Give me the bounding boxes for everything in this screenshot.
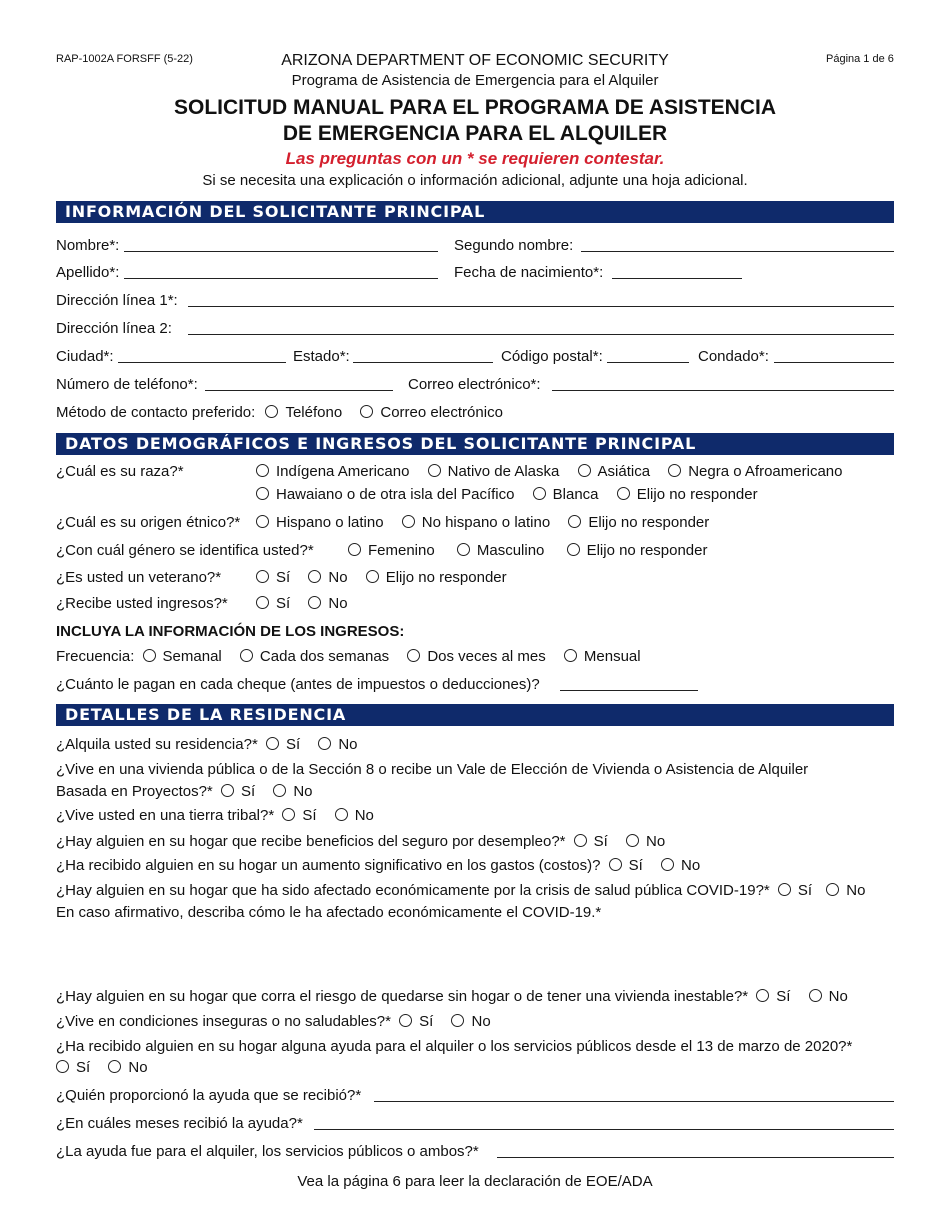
county-label: Condado*:: [698, 348, 769, 365]
section-demographics: DATOS DEMOGRÁFICOS E INGRESOS DEL SOLICITANTE PRINCIPAL: [56, 433, 894, 455]
veteran-options: [256, 569, 521, 586]
dob-label: Fecha de nacimiento*:: [454, 264, 604, 281]
public-housing-row: [56, 783, 327, 800]
gender-question: ¿Con cuál género se identifica usted?*: [56, 542, 314, 559]
last-name-field[interactable]: [124, 278, 438, 279]
paycheck-question: ¿Cuánto le pagan en cada cheque (antes de impuestos o deducciones)?: [56, 676, 540, 693]
veteran-option-yes[interactable]: Sí: [256, 569, 290, 586]
homeless-question: ¿Hay alguien en su hogar que corra el riesgo de quedarse sin hogar o de tener una vivienda inestable?*: [56, 988, 749, 1005]
frequency-option-biweekly[interactable]: Cada dos semanas: [240, 648, 389, 665]
race-options-row2: [256, 486, 772, 503]
unsafe-question: ¿Vive en condiciones inseguras o no saludables?*: [56, 1013, 391, 1030]
assistance-option-yes[interactable]: Sí: [56, 1059, 90, 1076]
assistance-question: ¿Ha recibido alguien en su hogar alguna ayuda para el alquiler o los servicios públicos desde el 13 de marzo de 2020?*: [56, 1038, 853, 1055]
race-option-alaska-native[interactable]: Nativo de Alaska: [428, 463, 560, 480]
homeless-option-yes[interactable]: Sí: [756, 988, 790, 1005]
assistance-options: [56, 1059, 162, 1076]
covid-option-no[interactable]: No: [826, 882, 865, 899]
paycheck-field[interactable]: [560, 690, 698, 691]
page-number: Página 1 de 6: [826, 53, 894, 65]
contact-option-email[interactable]: Correo electrónico: [360, 404, 503, 421]
tribal-option-no[interactable]: No: [335, 807, 374, 824]
race-option-native-american[interactable]: Indígena Americano: [256, 463, 409, 480]
middle-name-label: Segundo nombre:: [454, 237, 574, 254]
city-label: Ciudad*:: [56, 348, 114, 365]
costs-option-no[interactable]: No: [661, 857, 700, 874]
gender-option-male[interactable]: Masculino: [457, 542, 545, 559]
gender-option-decline[interactable]: Elijo no responder: [567, 542, 708, 559]
unemployment-row: [56, 833, 679, 850]
race-option-asian[interactable]: Asiática: [578, 463, 651, 480]
homeless-option-no[interactable]: No: [809, 988, 848, 1005]
form-code: RAP-1002A FORSFF (5-22): [56, 53, 193, 65]
race-options-row1: [256, 463, 856, 480]
unemployment-option-yes[interactable]: Sí: [574, 833, 608, 850]
frequency-row: [56, 648, 655, 665]
assistance-option-no[interactable]: No: [108, 1059, 147, 1076]
rent-row: [56, 736, 372, 753]
zip-label: Código postal*:: [501, 348, 603, 365]
frequency-label: Frecuencia:: [56, 648, 135, 665]
gender-option-female[interactable]: Femenino: [348, 542, 435, 559]
race-option-white[interactable]: Blanca: [533, 486, 599, 503]
state-field[interactable]: [353, 362, 493, 363]
rent-question: ¿Alquila usted su residencia?*: [56, 736, 258, 753]
unsafe-row: [56, 1013, 505, 1030]
covid-describe-prompt: En caso afirmativo, describa cómo le ha afectado económicamente el COVID-19.*: [56, 904, 602, 921]
phone-label: Número de teléfono*:: [56, 376, 198, 393]
unemployment-option-no[interactable]: No: [626, 833, 665, 850]
income-question: ¿Recibe usted ingresos?*: [56, 595, 228, 612]
months-label: ¿En cuáles meses recibió la ayuda?*: [56, 1115, 303, 1132]
frequency-option-monthly[interactable]: Mensual: [564, 648, 641, 665]
section-residence: DETALLES DE LA RESIDENCIA: [56, 704, 894, 726]
ethnicity-option-decline[interactable]: Elijo no responder: [568, 514, 709, 531]
race-option-decline[interactable]: Elijo no responder: [617, 486, 758, 503]
months-field[interactable]: [314, 1129, 894, 1130]
first-name-field[interactable]: [124, 251, 438, 252]
race-option-pacific-islander[interactable]: Hawaiano o de otra isla del Pacífico: [256, 486, 514, 503]
footer-note: Vea la página 6 para leer la declaración de EOE/ADA: [297, 1173, 653, 1190]
costs-option-yes[interactable]: Sí: [609, 857, 643, 874]
who-provided-field[interactable]: [374, 1101, 894, 1102]
gender-options: [348, 542, 722, 559]
address2-label: Dirección línea 2:: [56, 320, 172, 337]
county-field[interactable]: [774, 362, 894, 363]
additional-note: Si se necesita una explicación o información adicional, adjunte una hoja adicional.: [202, 172, 748, 189]
race-question: ¿Cuál es su raza?*: [56, 463, 184, 480]
covid-row: [56, 882, 865, 899]
dob-field[interactable]: [612, 278, 742, 279]
public-housing-question-line1: ¿Vive en una vivienda pública o de la Sección 8 o recibe un Vale de Elección de Vivienda o Asistencia de Alquiler: [56, 761, 809, 778]
veteran-option-decline[interactable]: Elijo no responder: [366, 569, 507, 586]
contact-method-row: [56, 404, 517, 421]
rent-option-yes[interactable]: Sí: [266, 736, 300, 753]
middle-name-field[interactable]: [581, 251, 894, 252]
covid-description-area[interactable]: [56, 926, 894, 984]
phone-field[interactable]: [205, 390, 393, 391]
tribal-option-yes[interactable]: Sí: [282, 807, 316, 824]
state-label: Estado*:: [293, 348, 350, 365]
section-applicant-info: INFORMACIÓN DEL SOLICITANTE PRINCIPAL: [56, 201, 894, 223]
unsafe-option-yes[interactable]: Sí: [399, 1013, 433, 1030]
email-label: Correo electrónico*:: [408, 376, 541, 393]
covid-question: ¿Hay alguien en su hogar que ha sido afectado económicamente por la crisis de salud pública COVID-19?*: [56, 882, 770, 899]
race-option-black[interactable]: Negra o Afroamericano: [668, 463, 842, 480]
veteran-question: ¿Es usted un veterano?*: [56, 569, 222, 586]
ethnicity-question: ¿Cuál es su origen étnico?*: [56, 514, 241, 531]
last-name-label: Apellido*:: [56, 264, 120, 281]
unemployment-question: ¿Hay alguien en su hogar que recibe beneficios del seguro por desempleo?*: [56, 833, 566, 850]
covid-option-yes[interactable]: Sí: [778, 882, 812, 899]
tribal-question: ¿Vive usted en una tierra tribal?*: [56, 807, 275, 824]
tribal-row: [56, 807, 388, 824]
costs-row: [56, 857, 714, 874]
ethnicity-options: [256, 514, 723, 531]
email-field[interactable]: [552, 390, 894, 391]
city-field[interactable]: [118, 362, 286, 363]
zip-field[interactable]: [607, 362, 689, 363]
income-option-yes[interactable]: Sí: [256, 595, 290, 612]
contact-method-label: Método de contacto preferido:: [56, 404, 256, 421]
required-note: Las preguntas con un * se requieren contestar.: [285, 149, 665, 168]
unsafe-option-no[interactable]: No: [451, 1013, 490, 1030]
income-info-heading: INCLUYA LA INFORMACIÓN DE LOS INGRESOS:: [56, 623, 405, 640]
public-housing-question-line2: Basada en Proyectos?*: [56, 783, 213, 800]
ethnicity-option-hispanic[interactable]: Hispano o latino: [256, 514, 384, 531]
who-provided-label: ¿Quién proporcionó la ayuda que se recibió?*: [56, 1087, 362, 1104]
address1-field[interactable]: [188, 306, 894, 307]
ethnicity-option-non-hispanic[interactable]: No hispano o latino: [402, 514, 550, 531]
frequency-option-semimonthly[interactable]: Dos veces al mes: [407, 648, 545, 665]
assistance-type-label: ¿La ayuda fue para el alquiler, los servicios públicos o ambos?*: [56, 1143, 479, 1160]
contact-option-phone[interactable]: Teléfono: [265, 404, 342, 421]
assistance-type-field[interactable]: [497, 1157, 894, 1158]
frequency-option-weekly[interactable]: Semanal: [143, 648, 222, 665]
address2-field[interactable]: [188, 334, 894, 335]
income-option-no[interactable]: No: [308, 595, 347, 612]
costs-question: ¿Ha recibido alguien en su hogar un aumento significativo en los gastos (costos)?: [56, 857, 601, 874]
homeless-row: [56, 988, 848, 1005]
program-name: Programa de Asistencia de Emergencia para el Alquiler: [291, 72, 659, 89]
income-options: [256, 595, 362, 612]
address1-label: Dirección línea 1*:: [56, 292, 178, 309]
agency-name: ARIZONA DEPARTMENT OF ECONOMIC SECURITY: [281, 52, 669, 69]
public-housing-option-yes[interactable]: Sí: [221, 783, 255, 800]
rent-option-no[interactable]: No: [318, 736, 357, 753]
form-title-line1: SOLICITUD MANUAL PARA EL PROGRAMA DE ASISTENCIA: [173, 96, 777, 119]
veteran-option-no[interactable]: No: [308, 569, 347, 586]
public-housing-option-no[interactable]: No: [273, 783, 312, 800]
form-title-line2: DE EMERGENCIA PARA EL ALQUILER: [282, 122, 668, 145]
first-name-label: Nombre*:: [56, 237, 120, 254]
